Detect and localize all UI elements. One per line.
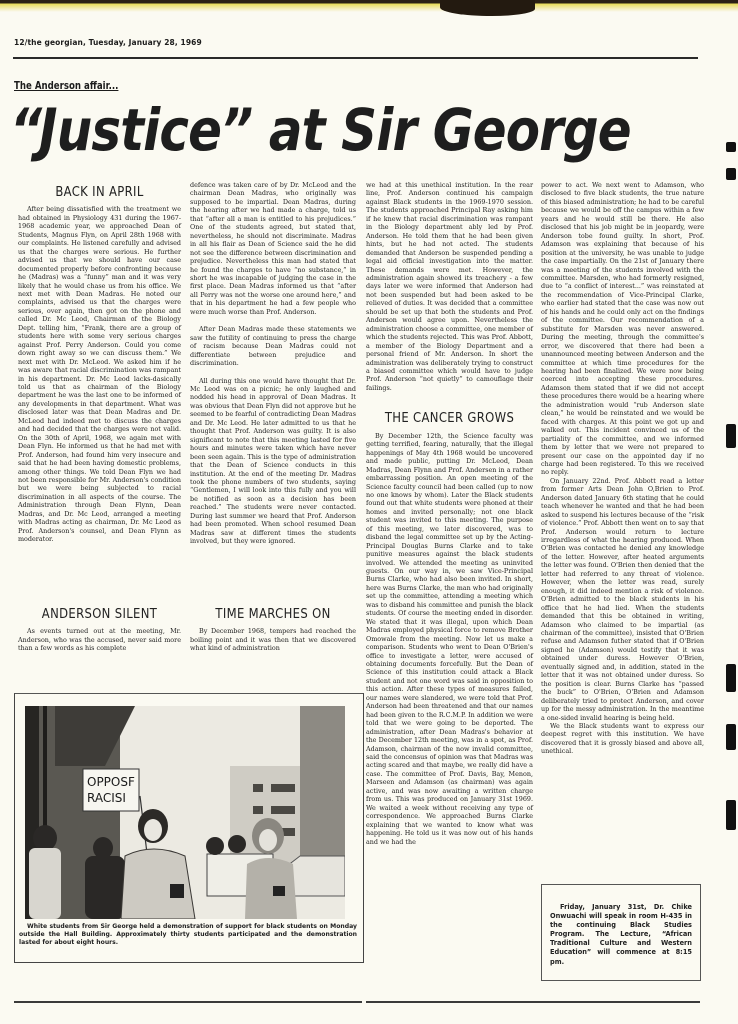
section-heading-time-marches-on: TIME MARCHES ON xyxy=(215,606,331,622)
edge-mark xyxy=(726,168,736,180)
section-heading-cancer-grows: THE CANCER GROWS xyxy=(384,410,515,427)
column-2 xyxy=(190,181,356,546)
page-folio: 12/the georgian, Tuesday, January 28, 1969 xyxy=(14,38,202,47)
demonstration-photo xyxy=(25,706,345,919)
edge-mark xyxy=(726,800,736,830)
article-paragraph: As events turned out at the meeting, Mr. Anderson, who was the accused, never said more than a few words as his complete xyxy=(18,627,181,653)
svg-text:OPPOSF: OPPOSF xyxy=(87,775,135,789)
section-heading-anderson-silent: ANDERSON SILENT xyxy=(41,606,158,622)
edge-mark xyxy=(726,142,736,152)
article-paragraph: After Dean Madras made these statements we saw the futility of continuing to press the charge of racism because Dean Madras could not differentiate between prejudice and discrimination. xyxy=(190,325,356,368)
column-2-lower xyxy=(190,606,356,653)
torn-paper-mark xyxy=(440,0,535,16)
page-top-edge xyxy=(0,0,738,12)
kicker: The Anderson affair... xyxy=(14,80,119,92)
edge-mark xyxy=(726,724,736,750)
article-paragraph: All during this one would have thought that Dr. Mc Leod was on a picnic; he only laughed and nodded his head in approval of Dean Madras. It was obvious that Dean Flyn did not approve but he seemed to be fearful of contradicting Dean Madras and Dr. Mc Leod. He later admitted to us that he thought that Prof. Anderson was guilty. It is also significant to note that this meeting lasted for five hours and minutes were taken which have never been seen again. This is the type of administration that the Dean of Science conducts in this institution. At the end of the meeting Dr. Madras took the phone numbers of two students, saying “Gentlemen, I will look into this fully and you will be notified as soon as a decision has been reached.” The students were never contacted. During last summer we heard that Prof. Anderson had been promoted. When school resumed Dean Madras saw at different times the students involved, but they were ignored. xyxy=(190,376,356,546)
svg-text:RACISI: RACISI xyxy=(87,791,126,805)
edge-mark xyxy=(726,424,736,448)
article-paragraph: After being dissatisfied with the treatment we had obtained in Physiology 431 during the 1967-1968 academic year, we approached Dean of Students, Magnus Flyn, on April 28th 1968 with our complaints. He listened carefully and advised us that the charges were serious. He further advised us that we should have our case documented properly before confronting because he (Madras) was a “funny” man and it was very likely that he would chase us from his office. We next met with Dean Madras. He noted our complaints, advised us that the charges were serious, over again, then got on the phone and called Dr. Mc Leod, Chairman of the Biology Dept. telling him, “Frank, there are a group of students here with some very serious charges against Prof. Perry Anderson. Could you come down right away so we can discuss them.” We next met with Dr. McLeod. We asked him if he was aware that racial discrimination was rampant in his department. Dr. Mc Leod lacks-dasically told us that as chairman of the Biology department he was the last one to be informed of any developments in that department. What was disclosed later was that Dean Madras and Dr. McLeod had indeed met to discuss the charges and had decided that the charges were not valid. On the 30th of April, 1968, we again met with Dean Flyn. He informed us that he had met with Prof. Anderson, had found him very insecure and said that he had been having domestic problems, among other things. We told Dean Flyn we had not been responsible for Mr. Anderson's condition but we were being subjected to racial discrimination in all aspects of the course. The Administration through Dean Flynn, Dean Madras, and Dr. Mc Leod, arranged a meeting with Madras acting as chairman, Dr. Mc Leod as Prof. Anderson's counsel, and Dean Flynn as moderator. xyxy=(18,205,181,544)
lecture-notice-box xyxy=(541,884,701,981)
headline: “Justice” at Sir George xyxy=(10,96,631,164)
article-paragraph: we had at this unethical institution. In the rear line, Prof. Anderson continued his campaign against Black students in the 1969-1970 session. The students approached Principal Ray asking him if he knew that racial discrimination was rampant in the Biology department ably led by Prof. Anderson. He told them that he had been given hints, but he had not acted. The students demanded that Anderson be suspended pending a legal aid official investigation into the matter. These demands were met. However, the administration again showed its treachery - a few days later we were informed that Anderson had not been suspended but had been asked to be relieved of duties. It was decided that a committee should be set up that both the students and Prof. Anderson would agree upon. Nevertheless the administration choose a committee, one member of which the students rejected. This was Prof. Abbott, a member of the Biology Department and a personal friend of Mr. Anderson. In short the administration was deliberately trying to construct a biased committee which would have to judge Prof. Anderson “not quietly” to camouflage their failings. xyxy=(366,181,534,392)
lecture-notice-text: Friday, January 31st, Dr. Chike Onwuachi will speak in room H-435 in the continuing Black Studies Program. The Lecture, “African Traditional Culture and Western Education” will commence at 8:15 pm. xyxy=(550,903,692,966)
photo-illustration xyxy=(25,706,345,919)
column-1-lower xyxy=(18,606,181,653)
article-paragraph: power to act. We next went to Adamson, who disclosed to five black students, the true nature of this biased administration; he had to be careful because we would be off the campus within a few years and he would still be there. He also disclosed that his job might be in jeopardy, were Anderson tobe found guilty. In short, Prof. Adamson was explaining that because of his position at the university, he was unable to judge the case impartially. On the 21st of January there was a meeting of the students involved with the committee. Marsden, who had formerly resigned, due to “a conflict of interest...” was reinstated at the recommendation of Vice-Principal Clarke, who earlier had stated that the case was now out of his hands and he could only act on the findings of the committee. Our recommendation of a substitute for Marsden was never answered. During the meeting, through the committee's error, we discovered that there had been a unannounced meeting between Anderson and the committee at which time procedures for the hearing had been finalized. We were now being coerced into accepting these procedures. Adamson them stated that if we did not accept these procedures there would be a hearing where the administration would “rub Anderson slate clean,” he would be reinstated and we would be faced with charges. At this point we got up and walked out. This incident convinced us of the partiality of the committee, and we informed them by letter that we were not prepared to present our case on the appointed day if no charge had been registered. To this we received no reply. xyxy=(541,181,704,477)
bottom-rule-right xyxy=(366,1001,700,1003)
article-paragraph: We the Black students want to express our deepest regret with this institution. We have discovered that it is grossly biased and above all, unethical. xyxy=(541,722,704,756)
article-paragraph: By December 12th, the Science faculty was getting terrified, fearing, naturally, that the illegal happenings of May 4th 1968 would be uncovered and made public, putting Dr. McLeod, Dean Madras, Dean Flynn and Prof. Andersen in a rather embarrassing position. An open meeting of the Science faculty council had been called (up to now no one knows by whom). Later the Black students found out that white students were phoned at their homes and invited personally; not one black student was invited to this meeting. The purpose of this meeting, we later discovered, was to disband the legal committee set up by the Acting-Principal Douglas Burns Clarke and to take punitive measures against the black students involved. We attended the meeting as uninvited guests. On our way in, we saw Vice-Principal Burns Clarke, who had also been invited. In short, here was Burns Clarke, the man who had originally set up the committee, attending a meeting which was to disband his committee and punish the black students. Of course the meeting ended in disorder. We stated that it was illegal, upon which Dean Madras employed physical force to remove Brother Omowale from the meeting. Now let us make a comparison. Students who went to Dean O'Brien's office to investigate a letter, were accused of obtaining documents forcefully. But the Dean of Science of this institution could attack a Black student and not one word was said in opposition to this action. After these types of measures failed, our names were slandered, we were told that Prof. Anderson had been threatened and that our names had been given to the R.C.M.P. In addition we were told that we were going to be deported. The administration, after Dean Madras's behavior at the December 12th meeting, was in a spot, as Prof. Adamson, chairman of the now invalid committee, said the concensus of opinion was that Madras was acting scared and that maybe, we really did have a case. The committee of Prof. Davis, Bay, Menon, Marseen and Adamson (as chairman) was again active, and was now awaiting a written charge from us. This was produced on January 31st 1969. We waited a week without receiving any type of correspondence. We approached Burns Clarke explaining that we wanted to know what was happening. He told us it was now out of his hands and we had the xyxy=(366,431,533,846)
column-1 xyxy=(18,184,181,544)
article-paragraph: defence was taken care of by Dr. McLeod and the chairman Dean Madras, who originally was supposed to be impartial. Dean Madras, during the hearing after we had made a charge, told us that “after all a man is entitled to his prejudices.” One of the students agreed, but stated that, nevertheless, he should not discriminate. Madras in all his flair as Dean of Science said the he did not see the difference between discrimination and prejudice. Nevertheless this man had stated that he found the charges to have “no substance,” in short he was incapable of judging the case in the first place. Dean Madras informed us that “after all Perry was not the worse one around here,” and that in his department he had a few people who were much worse than Prof. Anderson. xyxy=(190,181,356,316)
photo-caption: White students from Sir George held a demonstration of support for black students on Monday outside the Hall Building. Approximately thirty students participated and the demonstration lasted for about eight hours. xyxy=(19,923,357,947)
article-paragraph: On January 22nd. Prof. Abbott read a letter from former Arts Dean John O,Brien to Prof. Anderson dated January 6th stating that he could teach whenever he wanted and that he had been asked to suspend his lectures because of the “risk of violence.” Prof. Abbott then went on to say that Prof. Anderson would return to lecture irregardless of what the hearing produced. When O'Brien was contacted he denied any knowledge of the letter. However, after heated arguments the letter was found. O'Brien then denied that the letter had referred to any threat of violence. However, when the letter was read, surely enough, it did indeed mention a risk of violence. O'Brien admitted to the black students in his office that he had lied. When the students demanded that this be obtained in writing, Adamson who claimed to be impartial (as chairman of the committee), insisted that O'Brien refuse and Adamson futher stated that if O'Brien signed he (Adamson) would testify that it was obtained under duress. However O'Brien, eventually signed and, in addition, stated in the letter that it was not obtained under duress. So the position is clear. Burns Clarke has “passed the buck” to O'Brien, O'Brien and Adamson deliberately tried to protect Anderson, and cover up for the messy administration. In the meantime a one-sided invalid hearing is being held. xyxy=(541,476,704,722)
column-3 xyxy=(366,181,533,846)
column-4 xyxy=(541,181,704,756)
photo-box xyxy=(14,693,364,963)
top-rule xyxy=(13,57,698,59)
section-heading-back-in-april: BACK IN APRIL xyxy=(55,184,144,200)
edge-mark xyxy=(726,664,736,692)
article-paragraph: By December 1968, tempers had reached the boiling point and it was then that we discovered what kind of administration xyxy=(190,627,356,653)
bottom-rule-left xyxy=(14,1001,362,1003)
